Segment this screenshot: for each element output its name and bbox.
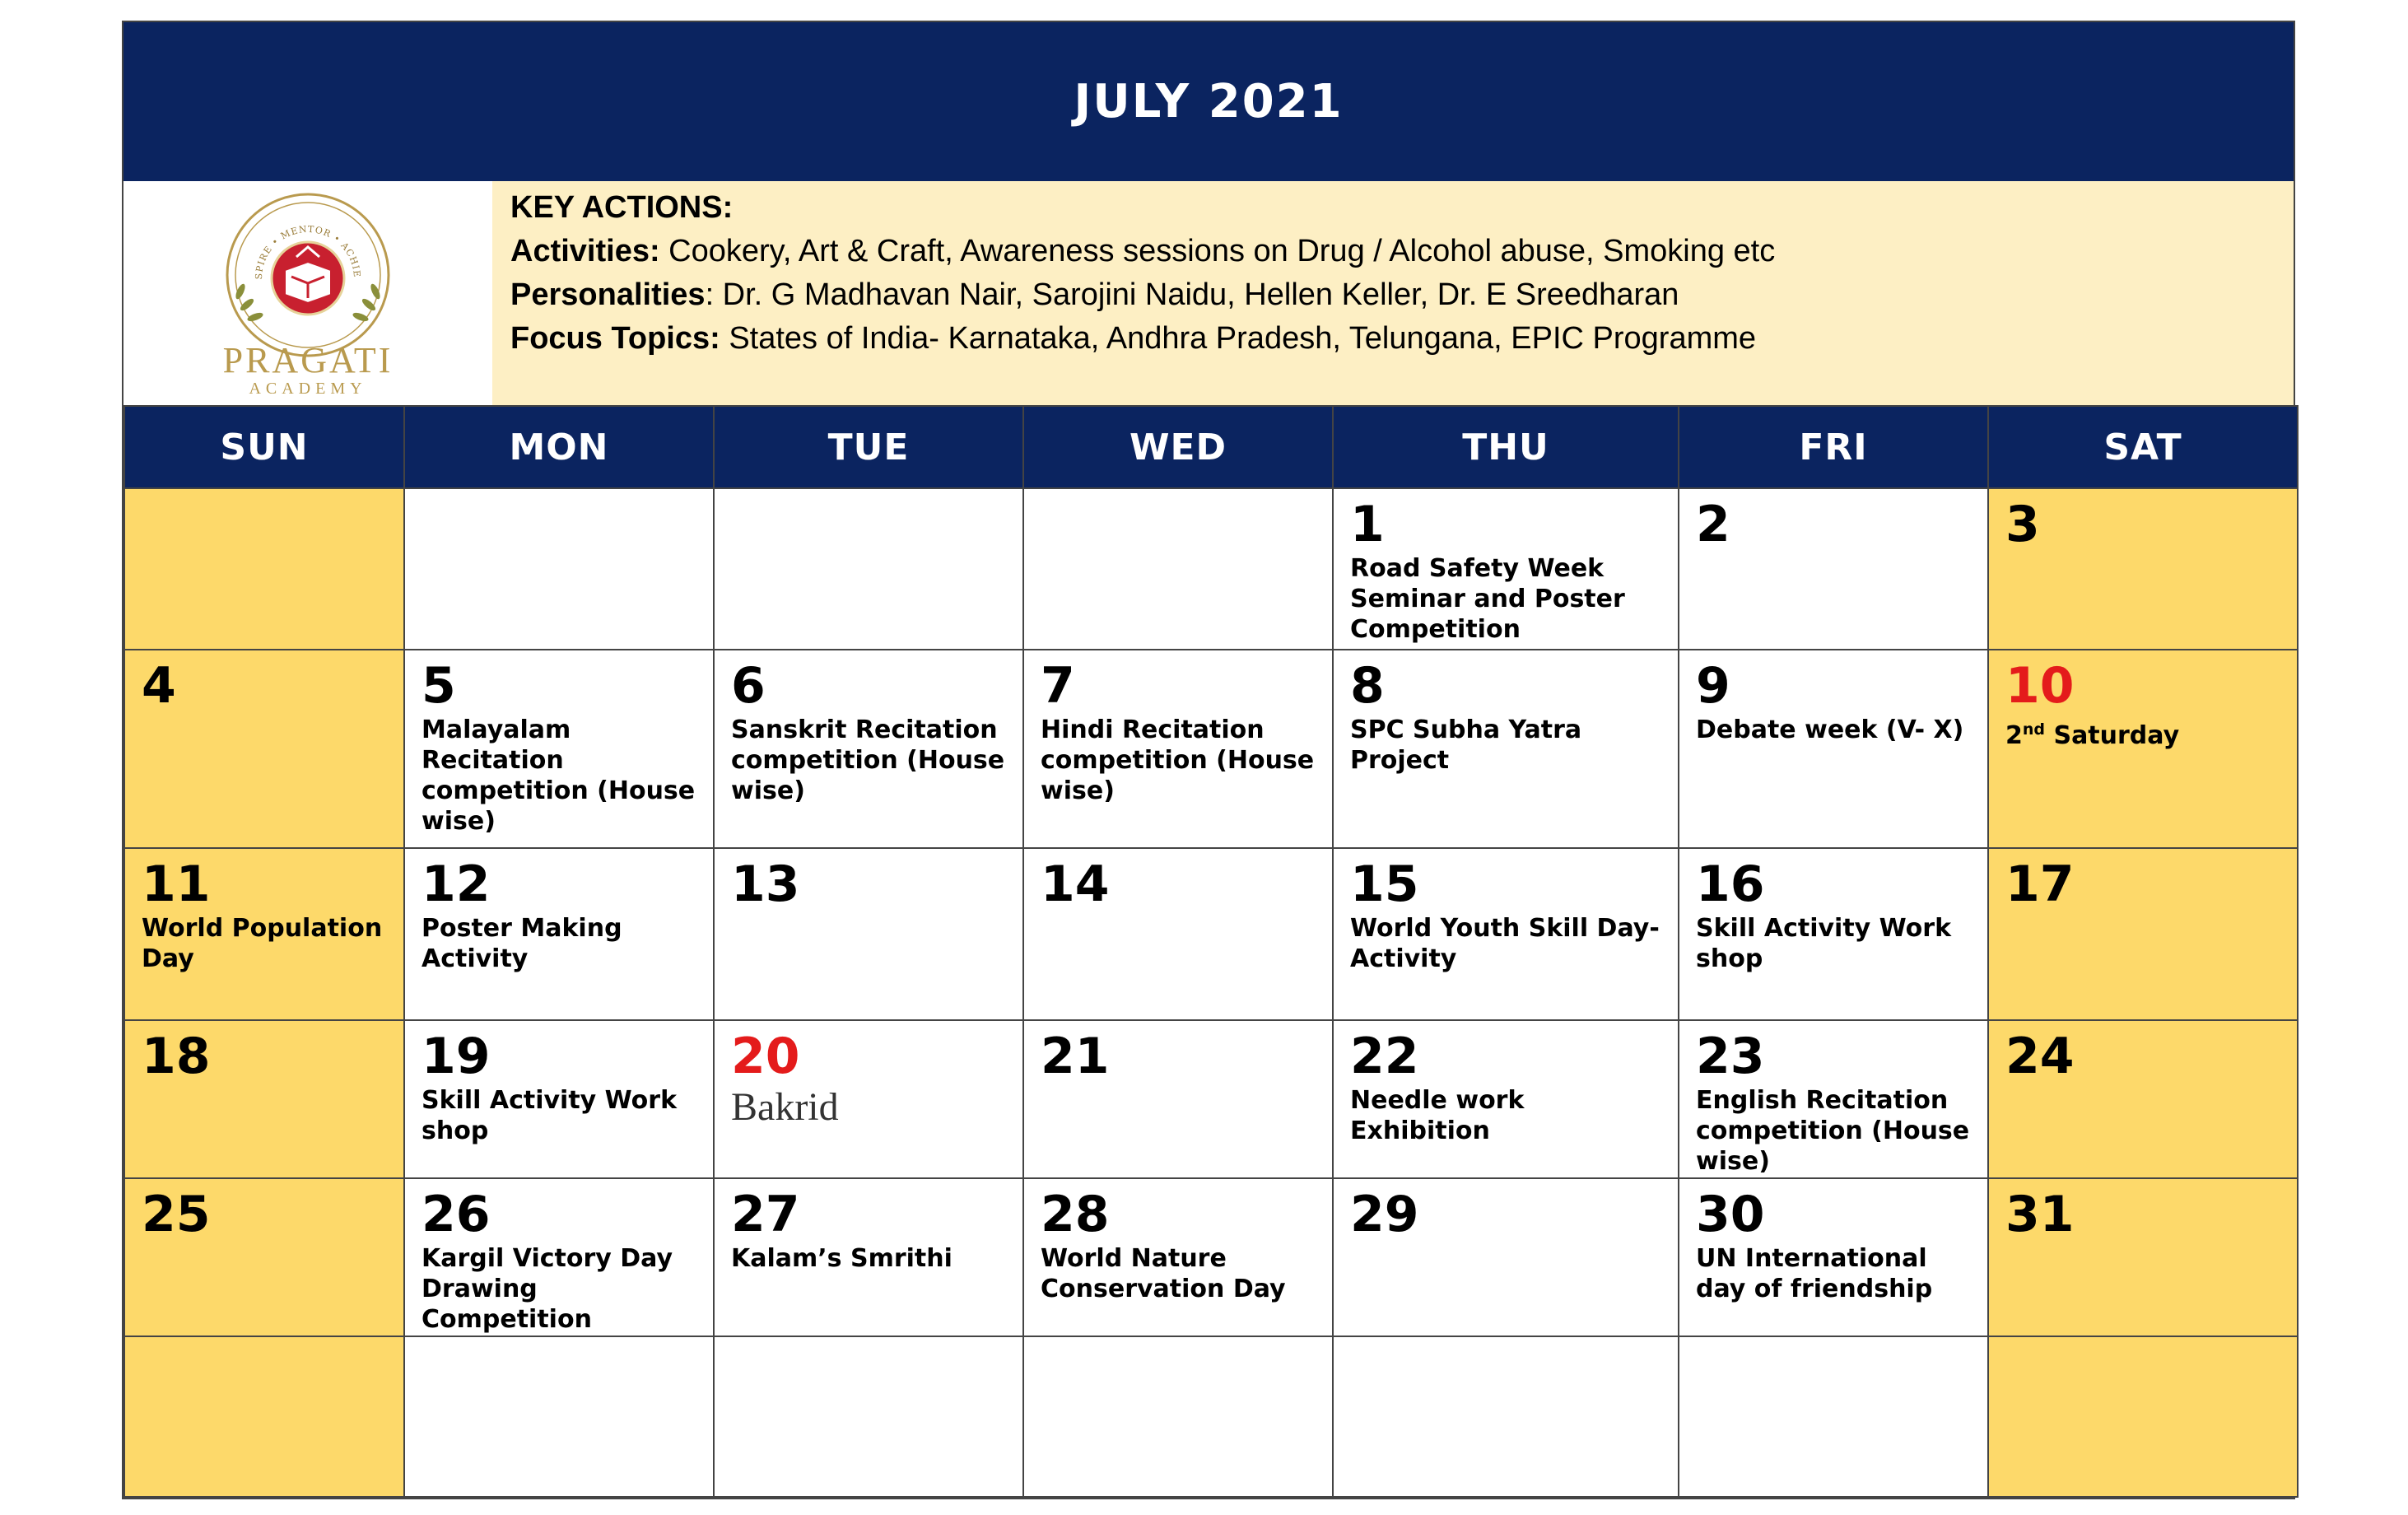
day-number: 13 [731, 855, 800, 914]
day-event: UN International day of friendship [1696, 1244, 1933, 1304]
day-number: 27 [731, 1186, 800, 1244]
activities-line: Activities: Cookery, Art & Craft, Awareness sessions on Drug / Alcohol abuse, Smoking etc [510, 234, 1776, 268]
day-cell [124, 848, 404, 1020]
day-number: 28 [1041, 1186, 1110, 1244]
day-event: World Youth Skill Day- Activity [1350, 914, 1660, 974]
day-event: Debate week (V- X) [1696, 716, 1964, 745]
day-number: 2 [1696, 496, 1730, 553]
week-row [124, 848, 2298, 1020]
day-event: 2nd Saturday [2005, 720, 2180, 751]
day-cell [1023, 1336, 1333, 1497]
day-cell [1023, 1178, 1333, 1336]
day-number: 14 [1041, 855, 1110, 914]
day-number: 15 [1350, 855, 1419, 914]
day-cell [1988, 1178, 2298, 1336]
day-number: 3 [2005, 496, 2040, 553]
week-row [124, 1336, 2298, 1497]
day-cell [1679, 848, 1988, 1020]
weekday-header [124, 406, 2298, 488]
day-cell [1679, 1178, 1988, 1336]
weekday-thu: THU [1333, 406, 1679, 488]
day-cell [124, 1178, 404, 1336]
day-event: Road Safety Week Seminar and Poster Competition [1350, 554, 1625, 644]
day-number: 21 [1041, 1027, 1110, 1085]
day-cell [714, 848, 1023, 1020]
day-cell [404, 488, 714, 650]
day-number: 19 [422, 1027, 491, 1085]
weekday-mon: MON [404, 406, 714, 488]
day-cell [1023, 848, 1333, 1020]
calendar-title: JULY 2021 [123, 22, 2294, 181]
day-cell [1679, 1336, 1988, 1497]
day-cell [1333, 1336, 1679, 1497]
day-cell [1988, 848, 2298, 1020]
pragati-academy-logo [123, 181, 492, 405]
weekday-sat: SAT [1988, 406, 2298, 488]
day-cell [404, 650, 714, 848]
day-cell [404, 848, 714, 1020]
day-cell [1333, 848, 1679, 1020]
key-actions-row [123, 181, 2294, 405]
day-cell [1023, 488, 1333, 650]
week-row [124, 650, 2298, 848]
day-event: Kargil Victory Day Drawing Competition [422, 1244, 673, 1335]
day-cell [404, 1178, 714, 1336]
focus-topics-line: Focus Topics: States of India- Karnataka, Andhra Pradesh, Telungana, EPIC Programme [510, 321, 1757, 356]
day-event: World Population Day [142, 914, 383, 974]
day-number: 26 [422, 1186, 491, 1244]
day-number: 24 [2005, 1027, 2075, 1085]
day-cell [1333, 488, 1679, 650]
day-number: 7 [1041, 657, 1075, 716]
day-number: 23 [1696, 1027, 1765, 1085]
day-cell [714, 1178, 1023, 1336]
weekday-wed: WED [1023, 406, 1333, 488]
school-logo [123, 181, 492, 405]
day-cell [404, 1020, 714, 1178]
day-number: 9 [1696, 657, 1730, 716]
day-number: 22 [1350, 1027, 1419, 1085]
week-row [124, 1020, 2298, 1178]
day-number: 12 [422, 855, 491, 914]
day-cell [124, 488, 404, 650]
day-cell [1988, 488, 2298, 650]
day-number: 1 [1350, 496, 1385, 553]
day-number: 4 [142, 657, 176, 716]
svg-text:ACADEMY: ACADEMY [249, 380, 367, 398]
key-actions [492, 181, 2294, 405]
calendar [122, 21, 2295, 1499]
day-event: Poster Making Activity [422, 914, 622, 974]
day-cell [124, 650, 404, 848]
day-cell [1988, 650, 2298, 848]
day-event: Skill Activity Work shop [1696, 914, 1952, 974]
day-cell [714, 1020, 1023, 1178]
day-cell [1023, 1020, 1333, 1178]
day-cell [1333, 1178, 1679, 1336]
day-event: World Nature Conservation Day [1041, 1244, 1286, 1304]
week-row [124, 488, 2298, 650]
day-event: Skill Activity Work shop [422, 1085, 678, 1145]
day-cell [1679, 488, 1988, 650]
weekday-tue: TUE [714, 406, 1023, 488]
day-event: English Recitation competition (House wise) [1696, 1085, 1970, 1176]
day-event: SPC Subha Yatra Project [1350, 716, 1582, 776]
day-number: 8 [1350, 657, 1385, 716]
day-number: 11 [142, 855, 211, 914]
day-cell [1988, 1020, 2298, 1178]
day-cell [1988, 1336, 2298, 1497]
day-cell [1333, 650, 1679, 848]
day-number: 18 [142, 1027, 211, 1085]
day-event: Sanskrit Recitation competition (House wise) [731, 716, 1005, 806]
day-number: 5 [422, 657, 456, 716]
day-cell [1679, 650, 1988, 848]
key-actions-heading: KEY ACTIONS: [510, 190, 734, 225]
weekday-sun: SUN [124, 406, 404, 488]
calendar-grid [123, 405, 2294, 1498]
day-event: Hindi Recitation competition (House wise) [1041, 716, 1315, 806]
day-number: 29 [1350, 1186, 1419, 1244]
svg-text:INSPIRE • MENTOR • ACHIEVE: SPIRE • MENTOR • ACHIE [253, 223, 363, 280]
day-event: Needle work Exhibition [1350, 1085, 1525, 1145]
day-cell [1023, 650, 1333, 848]
weekday-fri: FRI [1679, 406, 1988, 488]
day-cell [124, 1020, 404, 1178]
day-event: Bakrid [731, 1084, 839, 1129]
week-row [124, 1178, 2298, 1336]
day-number: 16 [1696, 855, 1765, 914]
svg-text:PRAGATI: PRAGATI [222, 340, 394, 380]
day-number: 30 [1696, 1186, 1765, 1244]
day-number: 10 [2005, 657, 2075, 716]
day-number: 17 [2005, 855, 2075, 914]
day-cell [124, 1336, 404, 1497]
day-event: Kalam’s Smrithi [731, 1244, 952, 1274]
day-number: 31 [2005, 1186, 2075, 1244]
day-number: 25 [142, 1186, 211, 1244]
day-cell [1679, 1020, 1988, 1178]
day-cell [1333, 1020, 1679, 1178]
day-event: Malayalam Recitation competition (House wise) [422, 716, 696, 837]
day-cell [714, 488, 1023, 650]
day-number: 6 [731, 657, 766, 716]
personalities-line: Personalities: Dr. G Madhavan Nair, Sarojini Naidu, Hellen Keller, Dr. E Sreedharan [510, 277, 1679, 312]
day-number: 20 [731, 1027, 800, 1085]
day-cell [714, 650, 1023, 848]
day-cell [714, 1336, 1023, 1497]
day-cell [404, 1336, 714, 1497]
